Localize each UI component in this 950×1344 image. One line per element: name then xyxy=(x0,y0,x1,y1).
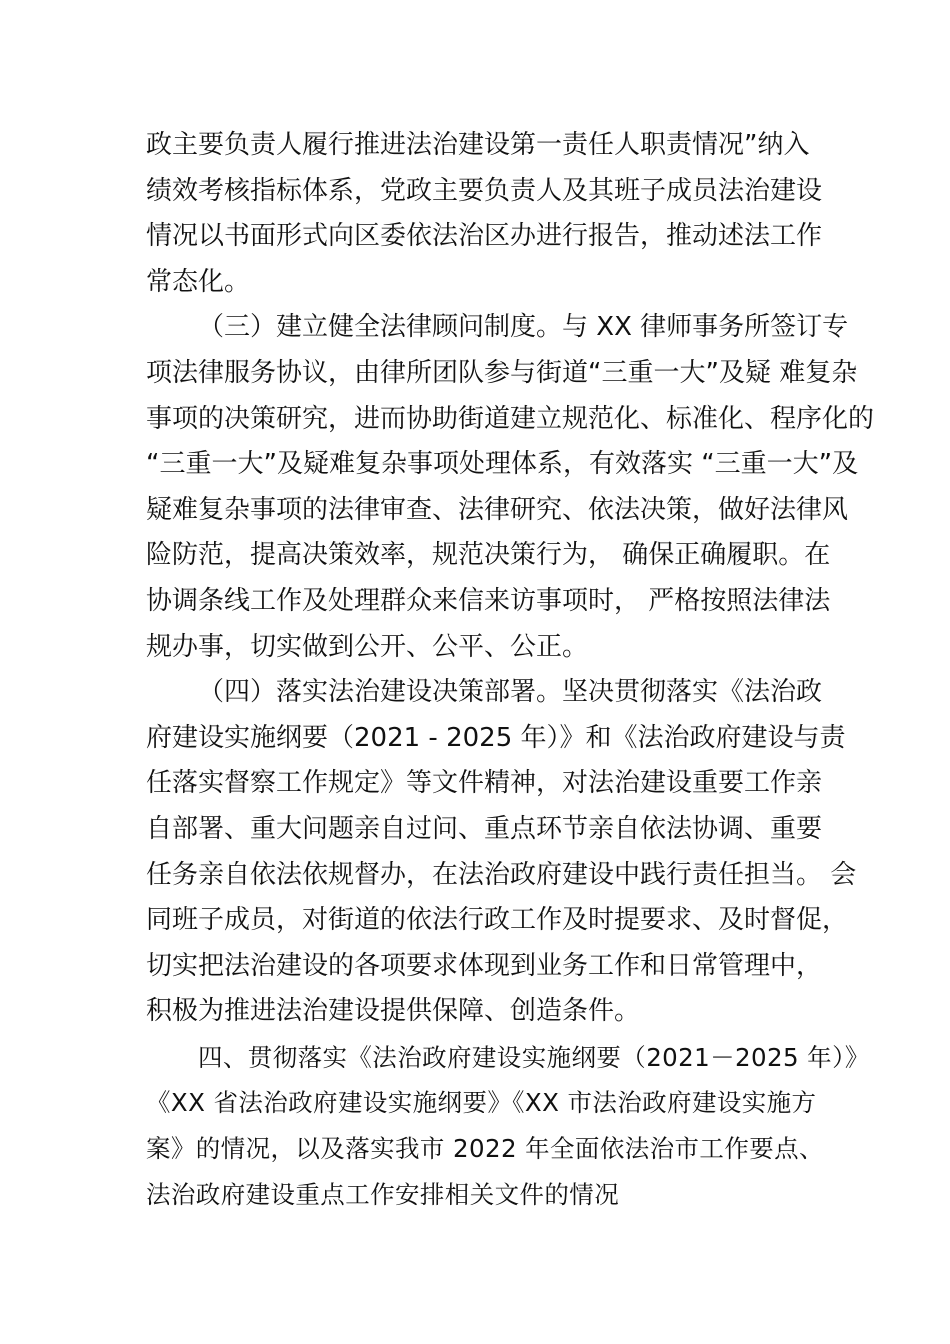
text-line: 规办事，切实做到公开、公平、公正。 xyxy=(146,631,589,662)
text-line: （三）建立健全法律顾问制度。与 XX 律师事务所签订专 xyxy=(198,312,849,343)
text-line: 切实把法治建设的各项要求体现到业务工作和日常管理中， xyxy=(146,950,823,981)
text-line: 情况以书面形式向区委依法治区办进行报告，推动述法工作 xyxy=(146,221,823,252)
text-line: 事项的决策研究，进而协助街道建立规范化、标准化、程序化的 xyxy=(146,403,875,434)
paragraph-2 xyxy=(146,305,875,670)
text-line: 自部署、重大问题亲自过问、重点环节亲自依法协调、重要 xyxy=(146,813,823,844)
text-line: （四）落实法治建设决策部署。坚决贯彻落实《法治政 xyxy=(198,677,823,708)
text-line: 绩效考核指标体系，党政主要负责人及其班子成员法治建设 xyxy=(146,175,823,206)
heading-line: 案》的情况，以及落实我市 2022 年全面依法治市工作要点、 xyxy=(146,1134,824,1164)
text-line: “三重一大”及疑难复杂事项处理体系，有效落实 “三重一大”及 xyxy=(146,449,859,480)
text-line: 府建设实施纲要（2021 - 2025 年）》和《法治政府建设与责 xyxy=(146,722,846,753)
text-line: 同班子成员，对街道的依法行政工作及时提要求、及时督促， xyxy=(146,905,849,936)
heading-line: 法治政府建设重点工作安排相关文件的情况 xyxy=(146,1179,620,1209)
text-line: 协调条线工作及处理群众来信来访事项时， 严格按照法律法 xyxy=(146,585,831,616)
text-line: 险防范，提高决策效率，规范决策行为， 确保正确履职。在 xyxy=(146,540,831,571)
paragraph-3 xyxy=(146,670,857,1035)
document-body xyxy=(146,123,875,1217)
text-line: 任落实督察工作规定》等文件精神，对法治建设重要工作亲 xyxy=(146,768,823,799)
text-line: 积极为推进法治建设提供保障、创造条件。 xyxy=(146,996,641,1027)
section-heading-4 xyxy=(146,1035,870,1217)
heading-line: 四、贯彻落实《法治政府建设实施纲要（2021－2025 年）》 xyxy=(198,1042,870,1072)
heading-line: 《XX 省法治政府建设实施纲要》《XX 市法治政府建设实施方 xyxy=(146,1088,817,1118)
text-line: 疑难复杂事项的法律审查、法律研究、依法决策，做好法律风 xyxy=(146,494,849,525)
text-line: 政主要负责人履行推进法治建设第一责任人职责情况”纳入 xyxy=(146,130,810,160)
paragraph-1 xyxy=(146,123,836,305)
text-line: 项法律服务协议，由律所团队参与街道“三重一大”及疑 难复杂 xyxy=(146,357,858,388)
text-line: 常态化。 xyxy=(146,266,251,297)
text-line: 任务亲自依法依规督办，在法治政府建设中践行责任担当。 会 xyxy=(146,859,857,890)
